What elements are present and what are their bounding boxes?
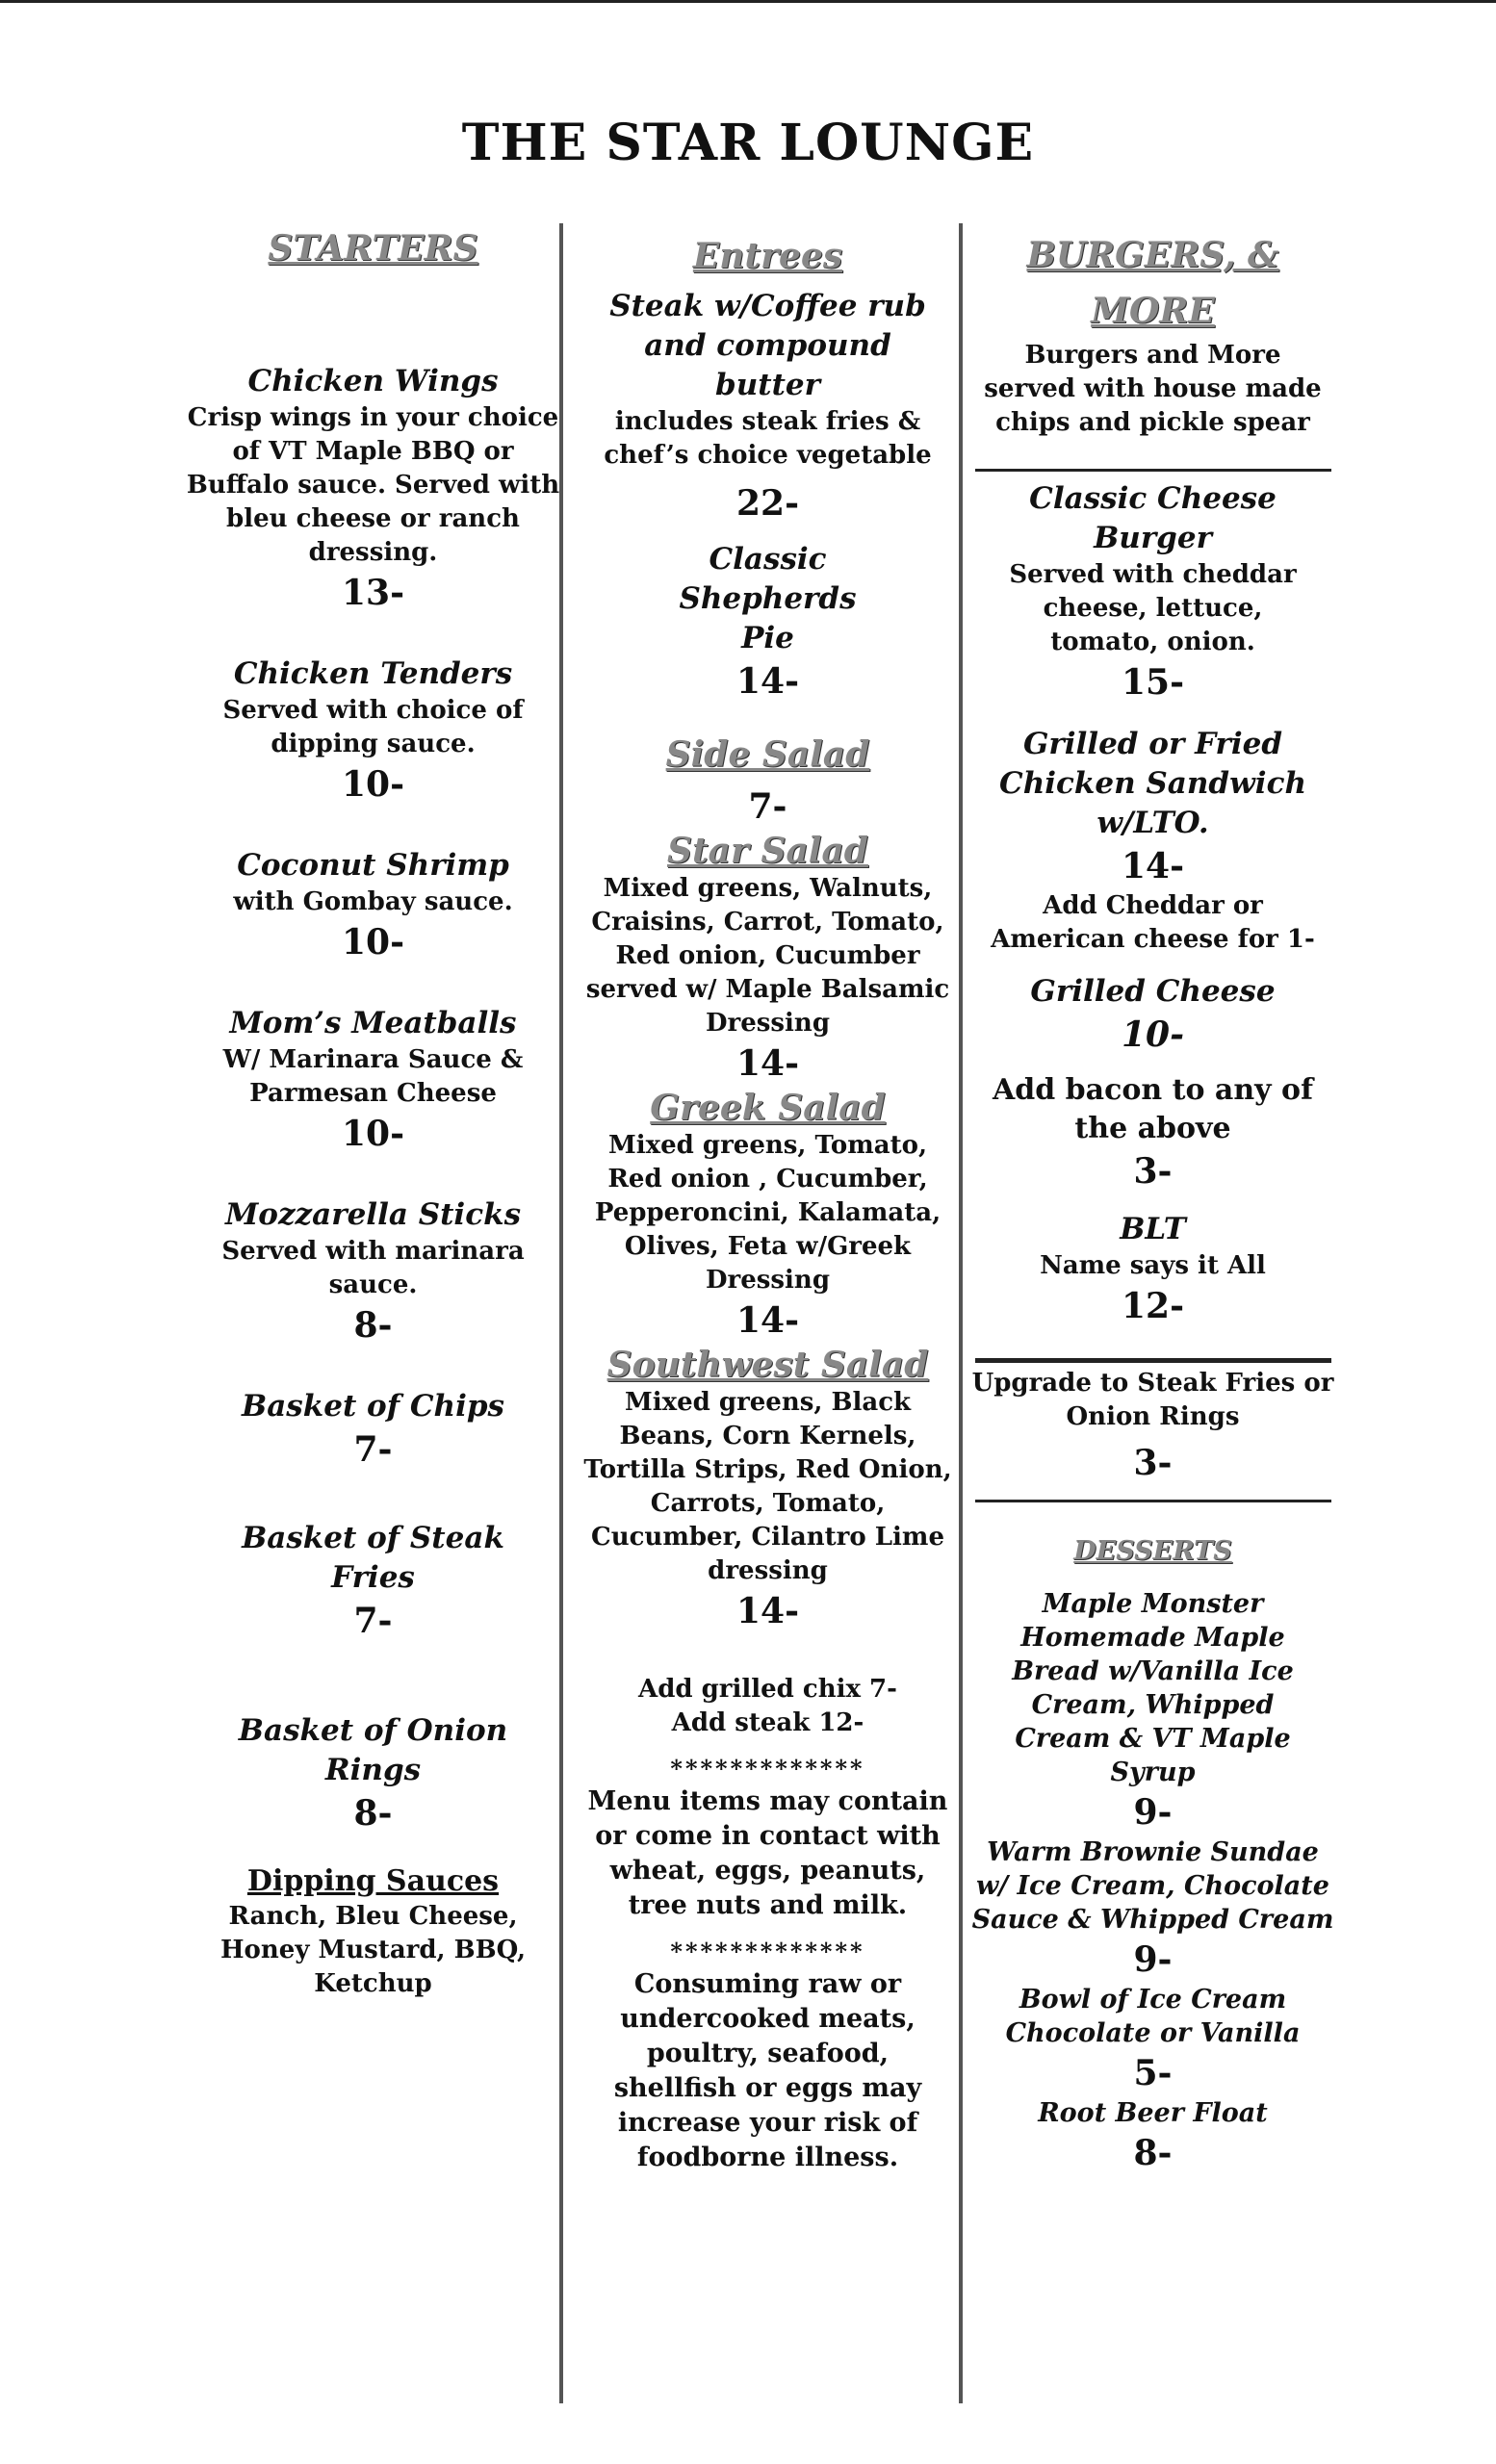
item-price: 3- bbox=[1133, 1151, 1173, 1192]
item-description: Crisp wings in your choice of VT Maple BBQ or Buffalo sauce. Served with bleu cheese or ranch dressing. bbox=[186, 403, 560, 567]
section-divider bbox=[975, 469, 1331, 472]
menu-item-chicken-wings bbox=[183, 362, 563, 616]
item-price: 10- bbox=[1121, 1014, 1185, 1055]
item-price: 14- bbox=[735, 661, 800, 702]
separator-stars: ************* bbox=[670, 1755, 865, 1783]
item-description: with Gombay sauce. bbox=[233, 887, 513, 916]
item-description: includes steak fries & chef’s choice vegetable bbox=[604, 407, 932, 470]
upgrade-option bbox=[967, 1367, 1338, 1486]
item-price: 7- bbox=[748, 786, 787, 827]
allergen-notice: Menu items may contain or come in contact with wheat, eggs, peanuts, tree nuts and milk. bbox=[587, 1786, 948, 1920]
menu-item-basket-of-chips bbox=[183, 1387, 563, 1473]
item-price: 15- bbox=[1121, 662, 1185, 703]
menu-item-steak bbox=[578, 287, 958, 526]
side-salad-header: Side Salad bbox=[665, 734, 870, 775]
star-salad-header: Star Salad bbox=[667, 831, 868, 871]
item-price: 10- bbox=[341, 922, 405, 962]
separator-stars: ************* bbox=[670, 1938, 865, 1965]
item-description: Name says it All bbox=[1040, 1251, 1266, 1280]
dessert-price: 8- bbox=[1133, 2133, 1173, 2173]
item-name: Grilled Cheese bbox=[1030, 974, 1276, 1009]
item-name: Coconut Shrimp bbox=[237, 848, 509, 883]
item-name: Classic Shepherds Pie bbox=[679, 542, 857, 655]
item-price: 12- bbox=[1121, 1286, 1185, 1326]
item-price: 8- bbox=[353, 1305, 393, 1346]
item-name: Classic Cheese Burger bbox=[1029, 481, 1277, 555]
item-price: 10- bbox=[341, 764, 405, 805]
entrees-header: Entrees bbox=[692, 236, 843, 276]
item-name: Basket of Chips bbox=[242, 1389, 504, 1424]
entrees-column bbox=[578, 223, 958, 2175]
item-name: Mom’s Meatballs bbox=[229, 1006, 517, 1040]
item-price: 14- bbox=[735, 1300, 800, 1341]
item-price: 13- bbox=[341, 573, 405, 613]
item-description: Mixed greens, Walnuts, Craisins, Carrot, Tomato, Red onion, Cucumber served w/ Maple Balsamic Dressing bbox=[585, 874, 950, 1038]
item-description: Mixed greens, Tomato, Red onion , Cucumber, Pepperoncini, Kalamata, Olives, Feta w/Greek Dressing bbox=[594, 1131, 941, 1295]
item-name: Steak w/Coffee rub and compound butter bbox=[609, 289, 926, 402]
burgers-column bbox=[967, 223, 1338, 2176]
menu-item-mozzarella-sticks bbox=[183, 1195, 563, 1348]
salad-addons bbox=[578, 1673, 958, 1740]
item-addon: Add Cheddar or American cheese for 1- bbox=[991, 891, 1315, 954]
menu-item-star-salad bbox=[578, 830, 958, 1087]
page-title: THE STAR LOUNGE bbox=[461, 114, 1035, 172]
dessert-name: Maple Monster Homemade Maple Bread w/Vanilla Ice Cream, Whipped Cream & VT Maple Syrup bbox=[1012, 1589, 1294, 1787]
item-price: 7- bbox=[353, 1429, 393, 1470]
item-name: Basket of Onion Rings bbox=[238, 1713, 508, 1787]
menu-item-greek-salad bbox=[578, 1087, 958, 1344]
item-description: Served with marinara sauce. bbox=[221, 1237, 525, 1299]
dipping-sauces-header: Dipping Sauces bbox=[246, 1864, 500, 1898]
burgers-intro: Burgers and More served with house made chips and pickle spear bbox=[984, 341, 1322, 437]
dessert-price: 5- bbox=[1133, 2053, 1173, 2093]
add-grilled-chix: Add grilled chix 7- bbox=[638, 1675, 897, 1704]
dipping-sauces-list: Ranch, Bleu Cheese, Honey Mustard, BBQ, Ketchup bbox=[219, 1902, 527, 1998]
dessert-name: Root Beer Float bbox=[1038, 2098, 1268, 2128]
menu-item-classic-cheese-burger bbox=[967, 479, 1338, 706]
dessert-maple-monster bbox=[967, 1587, 1338, 1835]
menu-item-grilled-cheese bbox=[967, 972, 1338, 1058]
item-price: 10- bbox=[341, 1114, 405, 1154]
item-name: Grilled or Fried Chicken Sandwich w/LTO. bbox=[999, 727, 1306, 840]
dessert-name: Bowl of Ice Cream Chocolate or Vanilla bbox=[1005, 1985, 1301, 2048]
bacon-addon bbox=[967, 1071, 1338, 1194]
greek-salad-header: Greek Salad bbox=[650, 1088, 886, 1128]
dessert-name: Warm Brownie Sundae w/ Ice Cream, Chocolate Sauce & Whipped Cream bbox=[971, 1837, 1334, 1935]
item-price: 22- bbox=[735, 483, 800, 524]
item-name: BLT bbox=[1120, 1212, 1186, 1246]
food-safety-warning: Consuming raw or undercooked meats, poultry, seafood, shellfish or eggs may increase your risk of foodborne illness. bbox=[613, 1969, 922, 2172]
dessert-brownie-sundae bbox=[967, 1835, 1338, 1983]
section-divider bbox=[975, 1500, 1331, 1502]
menu-item-moms-meatballs bbox=[183, 1004, 563, 1157]
bacon-addon-text: Add bacon to any of the above bbox=[993, 1073, 1313, 1145]
dessert-root-beer-float bbox=[967, 2096, 1338, 2176]
menu-item-chicken-sandwich bbox=[967, 725, 1338, 957]
item-name: Chicken Tenders bbox=[233, 656, 513, 691]
dipping-sauces-section bbox=[183, 1863, 563, 2001]
item-description: Served with cheddar cheese, lettuce, tomato, onion. bbox=[1009, 560, 1297, 656]
starters-header: STARTERS bbox=[268, 228, 478, 269]
item-name: Chicken Wings bbox=[247, 364, 499, 398]
item-name: Basket of Steak Fries bbox=[242, 1521, 504, 1595]
desserts-header: DESSERTS bbox=[1073, 1536, 1232, 1566]
dessert-price: 9- bbox=[1133, 1792, 1173, 1833]
item-description: Mixed greens, Black Beans, Corn Kernels, Tortilla Strips, Red Onion, Carrots, Tomato, Cucumber, Cilantro Lime dressing bbox=[583, 1388, 952, 1585]
menu-item-side-salad bbox=[578, 733, 958, 830]
dessert-price: 9- bbox=[1133, 1939, 1173, 1980]
item-price: 8- bbox=[353, 1793, 393, 1834]
item-price: 14- bbox=[735, 1591, 800, 1631]
menu-item-basket-of-onion-rings bbox=[183, 1711, 563, 1836]
column-divider-right bbox=[959, 223, 963, 2403]
starters-column bbox=[183, 223, 563, 2001]
section-divider bbox=[975, 1358, 1331, 1363]
burgers-header: BURGERS, & MORE bbox=[1026, 235, 1279, 331]
menu-item-basket-of-steak-fries bbox=[183, 1519, 563, 1644]
southwest-salad-header: Southwest Salad bbox=[606, 1345, 929, 1385]
item-description: W/ Marinara Sauce & Parmesan Cheese bbox=[222, 1045, 524, 1108]
item-price: 3- bbox=[1133, 1443, 1173, 1483]
upgrade-text: Upgrade to Steak Fries or Onion Rings bbox=[971, 1369, 1334, 1431]
item-price: 7- bbox=[353, 1601, 393, 1641]
add-steak: Add steak 12- bbox=[671, 1708, 864, 1737]
menu-item-southwest-salad bbox=[578, 1344, 958, 1634]
item-name: Mozzarella Sticks bbox=[224, 1197, 522, 1232]
menu-item-blt bbox=[967, 1210, 1338, 1329]
menu-item-coconut-shrimp bbox=[183, 846, 563, 965]
menu-item-shepherds-pie bbox=[578, 540, 958, 705]
dessert-bowl-of-ice-cream bbox=[967, 1983, 1338, 2096]
menu-item-chicken-tenders bbox=[183, 654, 563, 808]
item-price: 14- bbox=[735, 1043, 800, 1084]
item-price: 14- bbox=[1121, 846, 1185, 886]
item-description: Served with choice of dipping sauce. bbox=[222, 696, 524, 758]
top-border bbox=[0, 0, 1496, 3]
